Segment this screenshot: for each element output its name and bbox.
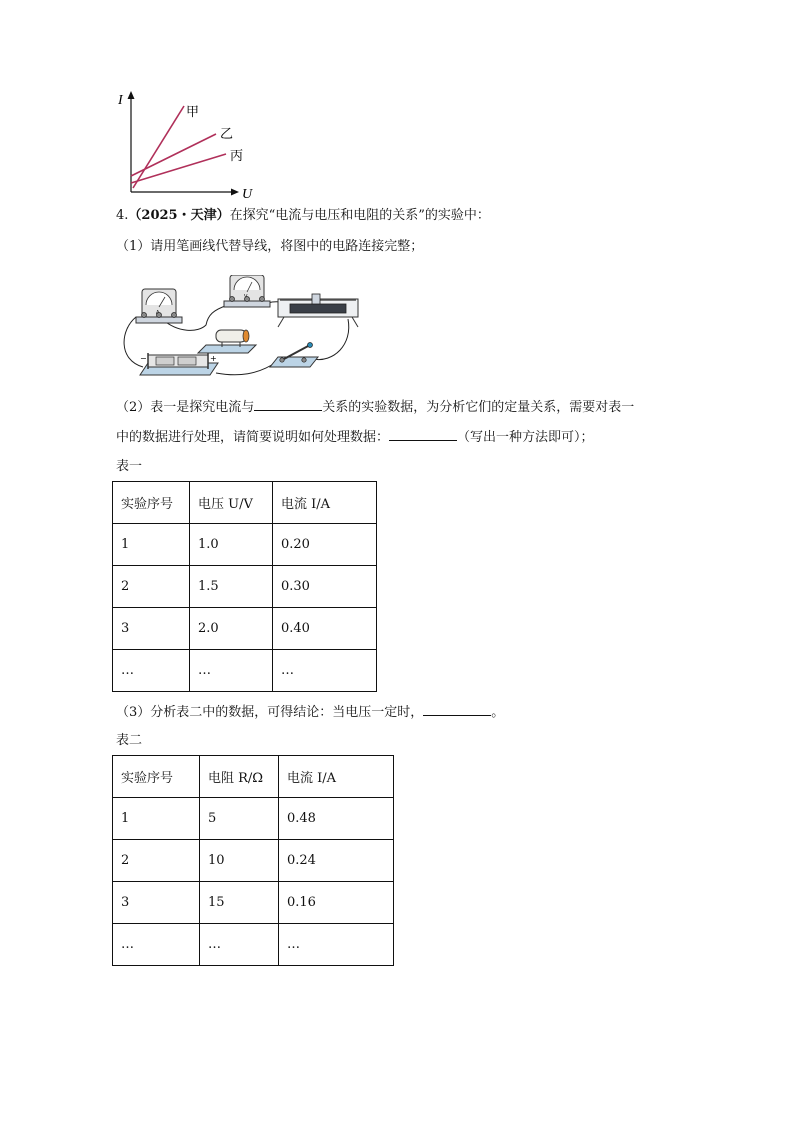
table-row	[113, 608, 377, 650]
table-cell: 0.30	[273, 566, 377, 608]
axis-label-u: U	[242, 187, 253, 200]
part1-text: （1）请用笔画线代替导线，将图中的电路连接完整；	[116, 239, 424, 254]
table-row	[113, 798, 394, 840]
part2-text-b: 关系的实验数据，为分析它们的定量关系，需要对表一	[322, 400, 635, 415]
question-stem	[116, 206, 490, 226]
y-axis-arrow	[128, 91, 135, 99]
answer-blank-2[interactable]	[389, 426, 457, 441]
table1-header-cell: 电流 I/A	[273, 482, 377, 524]
table-cell: 10	[200, 840, 279, 882]
table-row	[113, 882, 394, 924]
table-cell: 1.0	[190, 524, 273, 566]
rheostat	[278, 294, 358, 327]
part2-text-c: 中的数据进行处理，请简要说明如何处理数据：	[116, 430, 390, 445]
wire-switch-battery	[216, 361, 278, 375]
table-cell: 0.16	[279, 882, 394, 924]
ammeter	[136, 289, 182, 323]
battery-holder	[140, 353, 218, 375]
table-cell: …	[190, 650, 273, 692]
part3-line	[116, 701, 504, 723]
table2-caption: 表二	[116, 733, 143, 748]
table2-header-cell: 电流 I/A	[279, 756, 394, 798]
part2-text-a: （2）表一是探究电流与	[116, 400, 255, 415]
table-cell: 0.40	[273, 608, 377, 650]
table-row	[113, 840, 394, 882]
table2-header-row	[113, 756, 394, 798]
table-cell: …	[200, 924, 279, 966]
table-cell: …	[113, 650, 190, 692]
x-axis-arrow	[231, 189, 239, 196]
battery-plus: +	[210, 354, 217, 363]
table-cell: 1	[113, 798, 200, 840]
circuit-diagram	[118, 275, 363, 383]
question-source: （2025・天津）	[128, 208, 230, 223]
table2-header-cell: 电阻 R/Ω	[200, 756, 279, 798]
table-cell: 3	[113, 608, 190, 650]
table-cell: 0.20	[273, 524, 377, 566]
part3-text-a: （3）分析表二中的数据，可得结论：当电压一定时，	[116, 705, 424, 720]
table1-header-cell: 实验序号	[113, 482, 190, 524]
axis-label-i: I	[118, 93, 123, 108]
table-cell: 0.24	[279, 840, 394, 882]
part3-text-b: 。	[491, 705, 505, 720]
table-cell: 3	[113, 882, 200, 924]
line-label-bing: 丙	[230, 149, 244, 164]
answer-blank-1[interactable]	[254, 396, 322, 411]
table1-header-cell: 电压 U/V	[190, 482, 273, 524]
table-row	[113, 524, 377, 566]
table-cell: 5	[200, 798, 279, 840]
table-cell: …	[279, 924, 394, 966]
question-stem-text: 在探究“电流与电压和电阻的关系”的实验中：	[229, 208, 490, 223]
answer-blank-3[interactable]	[423, 701, 491, 716]
table-row	[113, 650, 377, 692]
table1-caption: 表一	[116, 459, 143, 474]
line-label-yi: 乙	[220, 127, 234, 142]
table-cell: …	[113, 924, 200, 966]
switch	[270, 343, 318, 368]
table-cell: …	[273, 650, 377, 692]
iu-graph	[116, 88, 266, 200]
table-cell: 2	[113, 566, 190, 608]
part2-line1	[116, 396, 634, 418]
wire-rheostat-switch	[313, 319, 349, 360]
table2-header-cell: 实验序号	[113, 756, 200, 798]
table-cell: 2	[113, 840, 200, 882]
battery-minus: −	[140, 354, 147, 363]
table2	[112, 755, 394, 966]
part2-text-d: （写出一种方法即可）；	[457, 430, 594, 445]
table1	[112, 481, 377, 692]
table-cell: 1	[113, 524, 190, 566]
table-cell: 2.0	[190, 608, 273, 650]
question-number: 4.	[116, 208, 129, 223]
line-label-jia: 甲	[186, 105, 200, 120]
table-cell: 1.5	[190, 566, 273, 608]
table-cell: 0.48	[279, 798, 394, 840]
table-row	[113, 924, 394, 966]
table-cell: 15	[200, 882, 279, 924]
voltmeter	[224, 275, 270, 307]
resistor	[198, 330, 256, 353]
line-jia	[133, 106, 184, 188]
table1-header-row	[113, 482, 377, 524]
part2-line2	[116, 426, 594, 448]
table-row	[113, 566, 377, 608]
